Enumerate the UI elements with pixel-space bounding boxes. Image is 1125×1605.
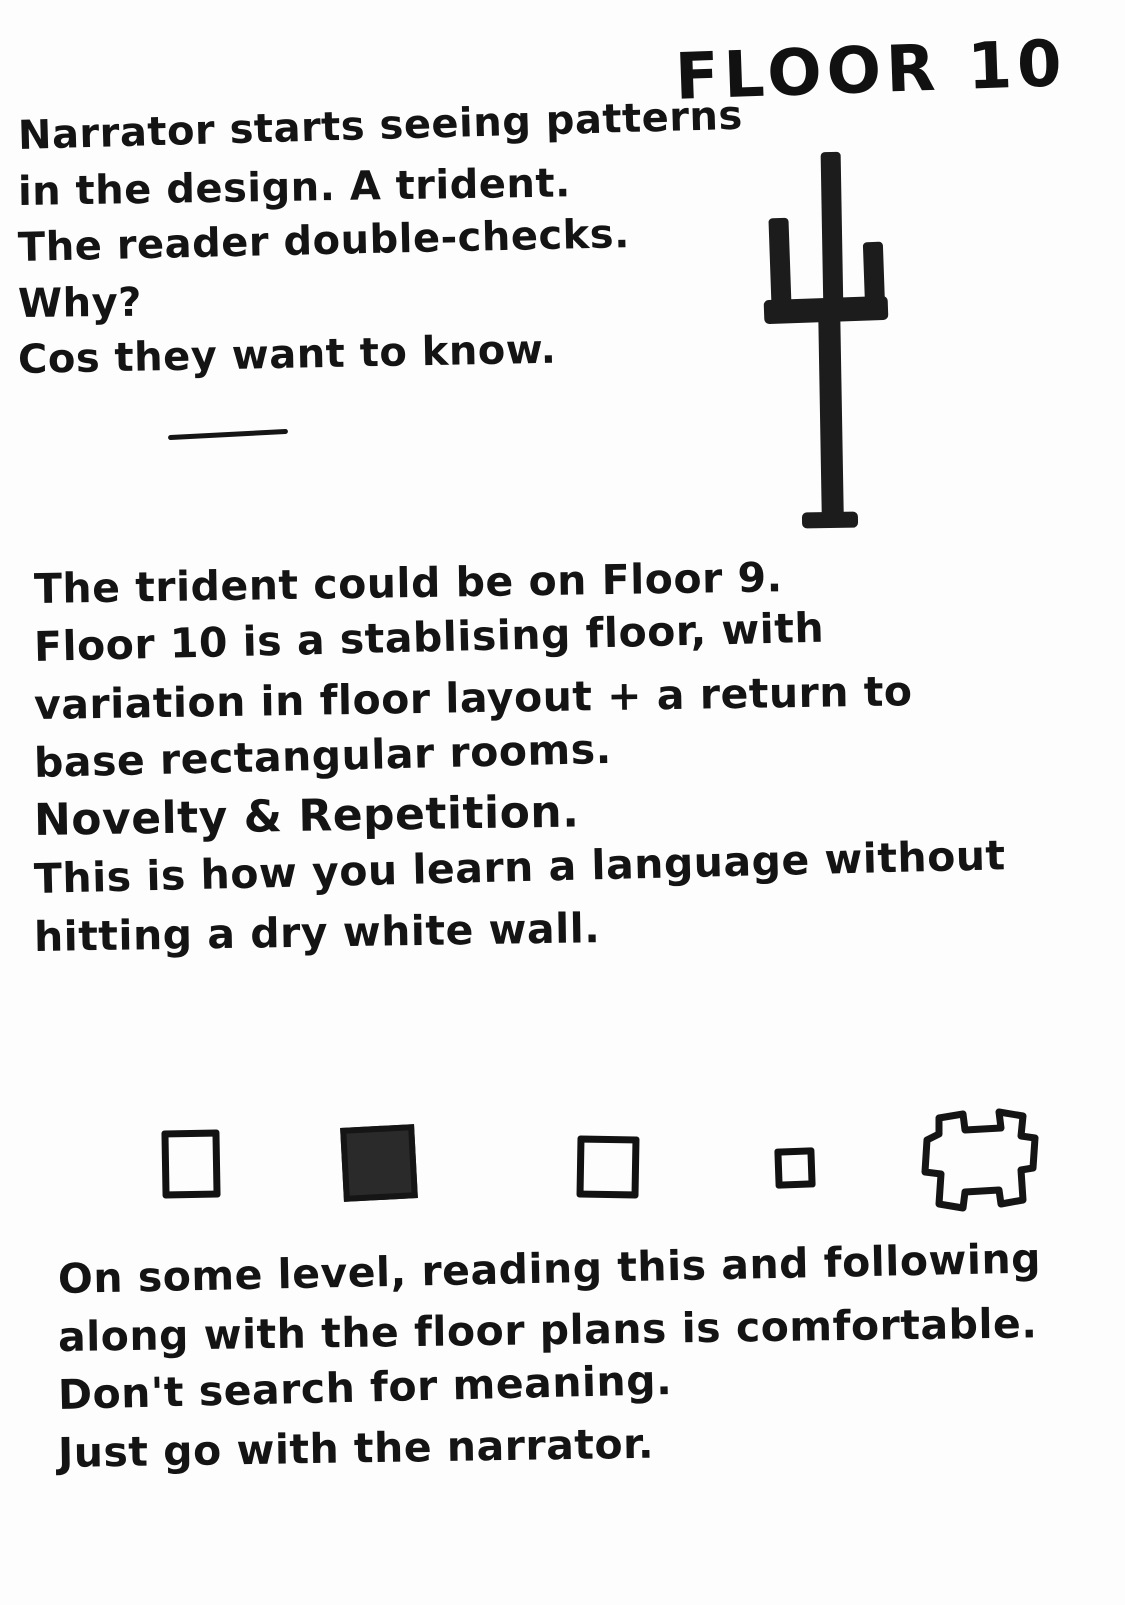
- handwritten-line: Narrator starts seeing patterns: [17, 92, 744, 159]
- trident-icon: [752, 140, 912, 550]
- handwritten-line: in the design. A trident.: [17, 160, 572, 215]
- handwritten-line: On some level, reading this and following: [57, 1234, 1042, 1303]
- cross-room-plan-icon: [905, 1104, 1045, 1239]
- handwritten-line: hitting a dry white wall.: [33, 904, 601, 961]
- handwritten-line: along with the floor plans is comfortable.: [57, 1299, 1038, 1361]
- handwritten-line: This is how you learn a language without: [33, 831, 1007, 903]
- square-filled-icon: [340, 1124, 418, 1202]
- paragraph-block-two: [33, 553, 1114, 966]
- square-outline-large-icon: [161, 1129, 220, 1198]
- underline-mark: [168, 429, 288, 440]
- square-outline-small-icon: [774, 1147, 815, 1188]
- floor-plan-shape-row: [150, 1110, 1050, 1230]
- paragraph-block-one: [17, 92, 744, 388]
- handwritten-line: Cos they want to know.: [17, 326, 557, 383]
- handwritten-line: base rectangular rooms.: [33, 724, 613, 787]
- handwritten-line: Floor 10 is a stablising floor, with: [33, 603, 825, 671]
- handwritten-line: The reader double-checks.: [17, 211, 631, 271]
- paragraph-block-three: [57, 1234, 1125, 1482]
- handwritten-line: Don't search for meaning.: [57, 1356, 673, 1419]
- page-title: FLOOR 10: [674, 27, 1069, 115]
- handwritten-line: Novelty & Repetition.: [33, 786, 580, 846]
- handwritten-line: The trident could be on Floor 9.: [33, 553, 784, 613]
- handwritten-line: Just go with the narrator.: [57, 1419, 655, 1477]
- square-outline-medium-icon: [576, 1135, 639, 1198]
- handwritten-line: variation in floor layout + a return to: [33, 667, 913, 729]
- handwritten-line: Why?: [17, 279, 143, 327]
